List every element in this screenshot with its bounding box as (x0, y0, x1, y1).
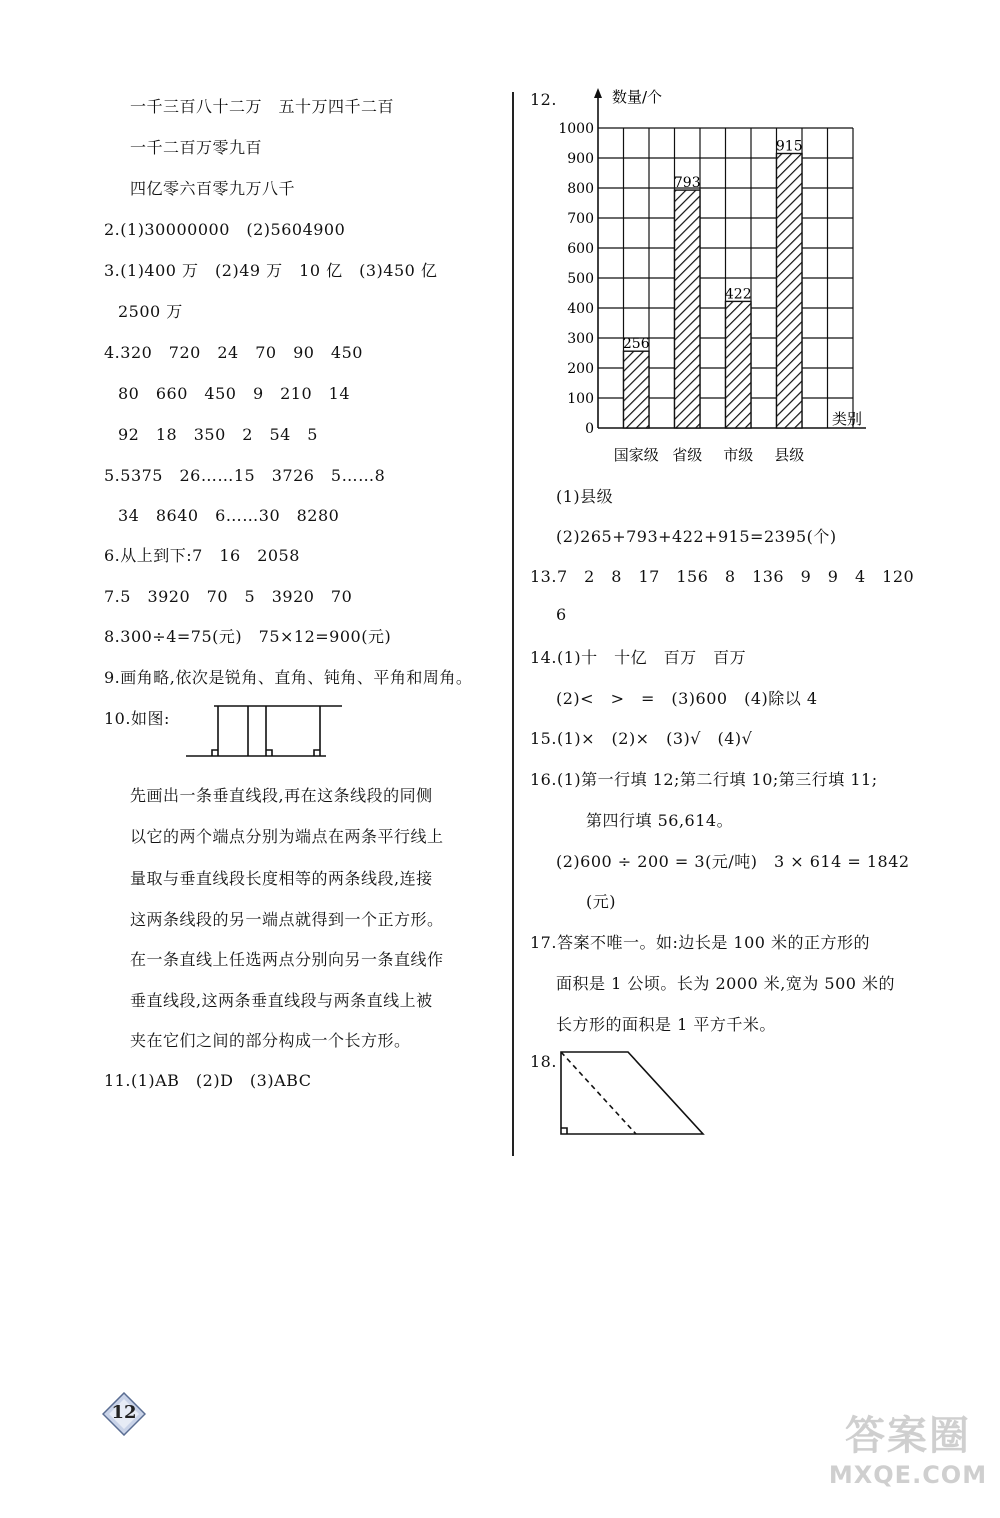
q18-trapezoid-figure (556, 1050, 706, 1136)
q16-answer-a: 16.(1)第一行填 12;第二行填 10;第三行填 11; (530, 770, 878, 789)
y-axis-label: 数量/个 (612, 88, 663, 106)
y-tick-label: 200 (567, 361, 594, 377)
x-axis-label: 类别 (832, 410, 863, 428)
q16-answer-c: (2)600 ÷ 200 = 3(元/吨) 3 × 614 = 1842 (556, 852, 910, 871)
x-tick-label: 省级 (672, 446, 703, 464)
q10-text-4: 这两条线段的另一端点就得到一个正方形。 (130, 910, 444, 929)
q16-answer-b: 第四行填 56,614。 (586, 811, 734, 830)
bar-市级 (726, 301, 752, 428)
bar-chart (520, 88, 880, 473)
column-divider (512, 92, 514, 1156)
q3-answer-a: 3.(1)400 万 (2)49 万 10 亿 (3)450 亿 (104, 261, 438, 280)
y-tick-label: 500 (567, 271, 594, 287)
bar-value-label: 915 (775, 138, 803, 155)
q17-answer-b: 面积是 1 公顷。长为 2000 米,宽为 500 米的 (556, 974, 896, 993)
y-tick-label: 0 (585, 421, 594, 437)
q10-square-rectangle-figure (176, 704, 342, 760)
q13-answer-a: 13.7 2 8 17 156 8 136 9 9 4 120 (530, 567, 915, 586)
y-tick-label: 400 (567, 301, 594, 317)
bar-国家级 (624, 351, 650, 428)
watermark (828, 1412, 988, 1490)
y-tick-label: 300 (567, 331, 594, 347)
q17-answer-a: 17.答案不唯一。如:边长是 100 米的正方形的 (530, 933, 871, 952)
watermark-logo-text: 答案圈 (845, 1413, 971, 1459)
y-tick-label: 800 (567, 181, 594, 197)
q2-answer: 2.(1)30000000 (2)5604900 (104, 220, 346, 239)
y-tick-label: 600 (567, 241, 594, 257)
q18-label: 18. (530, 1052, 557, 1071)
q12-answer-b: (2)265+793+422+915=2395(个) (556, 527, 837, 546)
bar-省级 (675, 190, 701, 428)
chart-bars (624, 154, 803, 429)
q10-label: 10.如图: (104, 709, 170, 728)
q5-answer-b: 34 8640 6……30 8280 (118, 506, 340, 525)
q1-line-2: 一千二百万零九百 (130, 138, 263, 157)
bar-value-label: 422 (724, 286, 752, 303)
q7-answer: 7.5 3920 70 5 3920 70 (104, 587, 353, 606)
q16-answer-d: (元) (586, 892, 616, 911)
q17-answer-c: 长方形的面积是 1 平方千米。 (556, 1015, 776, 1034)
q14-answer-b: (2)< > = (3)600 (4)除以 4 (556, 689, 818, 708)
q8-answer: 8.300÷4=75(元) 75×12=900(元) (104, 627, 392, 646)
x-tick-label: 国家级 (613, 446, 659, 464)
q6-answer: 6.从上到下:7 16 2058 (104, 546, 300, 565)
x-tick-label: 县级 (774, 446, 805, 464)
q1-line-1: 一千三百八十二万 五十万四千二百 (130, 97, 395, 116)
q11-answer: 11.(1)AB (2)D (3)ABC (104, 1071, 312, 1090)
q4-answer-c: 92 18 350 2 54 5 (118, 425, 318, 444)
q10-text-6: 垂直线段,这两条垂直线段与两条直线上被 (130, 991, 433, 1010)
y-tick-label: 900 (567, 151, 594, 167)
q10-text-3: 量取与垂直线段长度相等的两条线段,连接 (130, 869, 433, 888)
q12-answer-a: (1)县级 (556, 487, 614, 506)
q4-answer-a: 4.320 720 24 70 90 450 (104, 343, 363, 362)
q9-answer: 9.画角略,依次是锐角、直角、钝角、平角和周角。 (104, 668, 473, 687)
bar-value-label: 793 (673, 175, 701, 192)
bar-县级 (777, 154, 803, 429)
page-number-badge (102, 1392, 146, 1436)
q10-text-1: 先画出一条垂直线段,再在这条线段的同侧 (130, 786, 433, 805)
q4-answer-b: 80 660 450 9 210 14 (118, 384, 351, 403)
y-tick-label: 100 (567, 391, 594, 407)
q13-answer-b: 6 (556, 605, 567, 624)
q10-text-2: 以它的两个端点分别为端点在两条平行线上 (130, 827, 444, 846)
q15-answer: 15.(1)× (2)× (3)√ (4)√ (530, 729, 753, 748)
q1-line-3: 四亿零六百零九万八千 (130, 179, 296, 198)
y-tick-label: 700 (567, 211, 594, 227)
y-tick-label: 1000 (558, 121, 594, 137)
watermark-url: MXQE.COM (828, 1461, 988, 1489)
y-axis-arrow (594, 88, 602, 98)
q12-label: 12. (530, 90, 557, 109)
q10-text-7: 夹在它们之间的部分构成一个长方形。 (130, 1031, 411, 1050)
q3-answer-b: 2500 万 (118, 302, 183, 321)
q14-answer-a: 14.(1)十 十亿 百万 百万 (530, 648, 747, 667)
q10-text-5: 在一条直线上任选两点分别向另一条直线作 (130, 950, 444, 969)
q5-answer-a: 5.5375 26……15 3726 5……8 (104, 466, 386, 485)
page-number: 12 (111, 1402, 137, 1423)
x-tick-label: 市级 (723, 446, 754, 464)
bar-value-label: 256 (622, 336, 650, 353)
